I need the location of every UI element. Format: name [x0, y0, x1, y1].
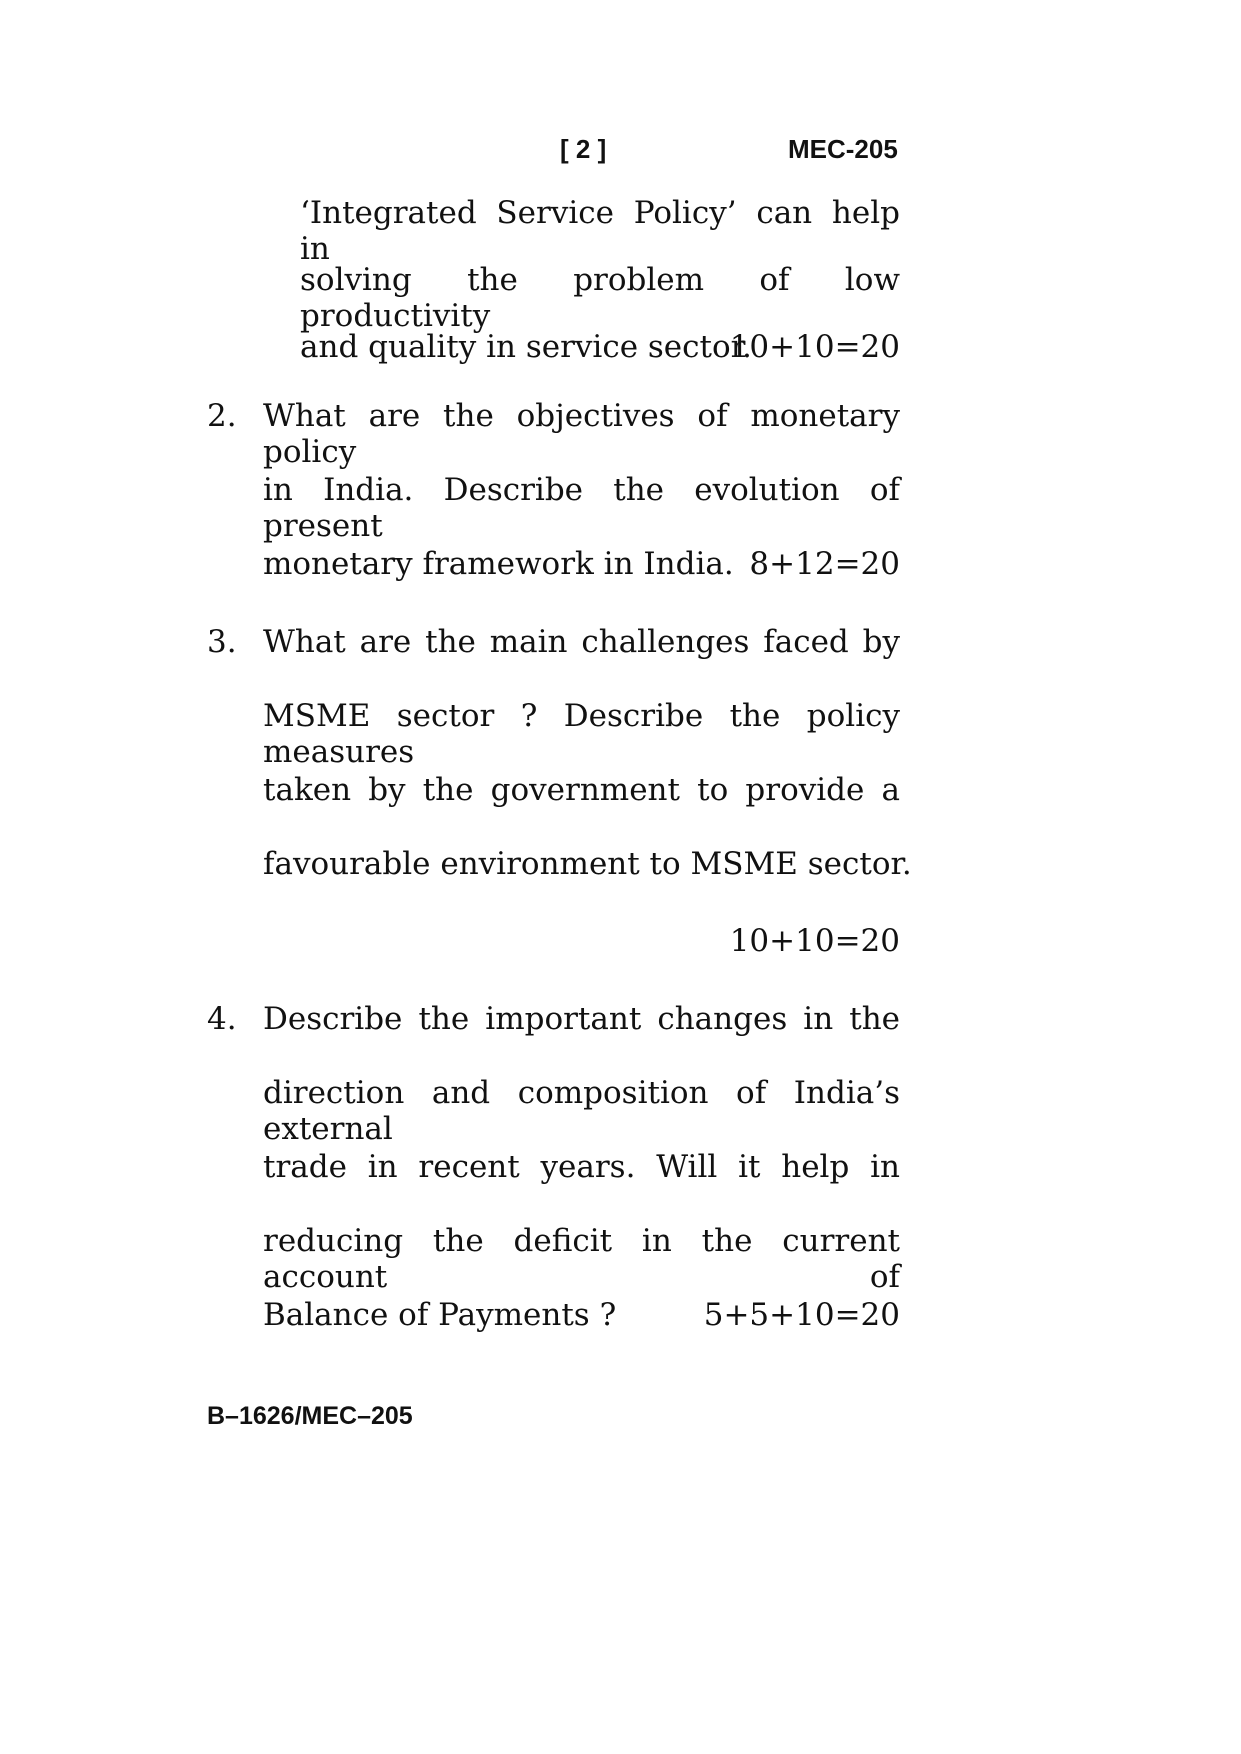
- question-3-marks: 10+10=20: [729, 923, 900, 959]
- question-2-marks: 8+12=20: [749, 546, 900, 582]
- question-3-line-1: What are the main challenges faced by: [263, 624, 900, 660]
- question-4-line-3: trade in recent years. Will it help in: [263, 1149, 900, 1185]
- question-3-line-4: favourable environment to MSME sector.: [263, 846, 912, 882]
- question-4-number: 4.: [207, 1001, 237, 1037]
- question-3-line-2: MSME sector ? Describe the policy measures: [263, 698, 900, 770]
- question-3-line-3: taken by the government to provide a: [263, 772, 900, 808]
- page-number: [ 2 ]: [560, 134, 607, 164]
- continuation-line-1: ‘Integrated Service Policy’ can help in: [300, 195, 900, 267]
- continuation-line-3: and quality in service sector.: [300, 329, 752, 365]
- question-2-line-3: monetary framework in India.: [263, 546, 734, 582]
- continuation-marks: 10+10=20: [729, 329, 900, 365]
- question-3-number: 3.: [207, 624, 237, 660]
- question-2-number: 2.: [207, 398, 237, 434]
- question-4-line-4: reducing the deficit in the current account of: [263, 1223, 900, 1295]
- paper-code: MEC-205: [788, 134, 898, 164]
- continuation-line-2: solving the problem of low productivity: [300, 262, 900, 334]
- question-4-line-2: direction and composition of India’s external: [263, 1075, 900, 1147]
- question-2-line-1: What are the objectives of monetary policy: [263, 398, 900, 470]
- question-4-line-5: Balance of Payments ?: [263, 1297, 617, 1333]
- footer-code: B–1626/MEC–205: [207, 1402, 413, 1430]
- question-4-line-1: Describe the important changes in the: [263, 1001, 900, 1037]
- question-2-line-2: in India. Describe the evolution of present: [263, 472, 900, 544]
- question-4-marks: 5+5+10=20: [703, 1297, 900, 1333]
